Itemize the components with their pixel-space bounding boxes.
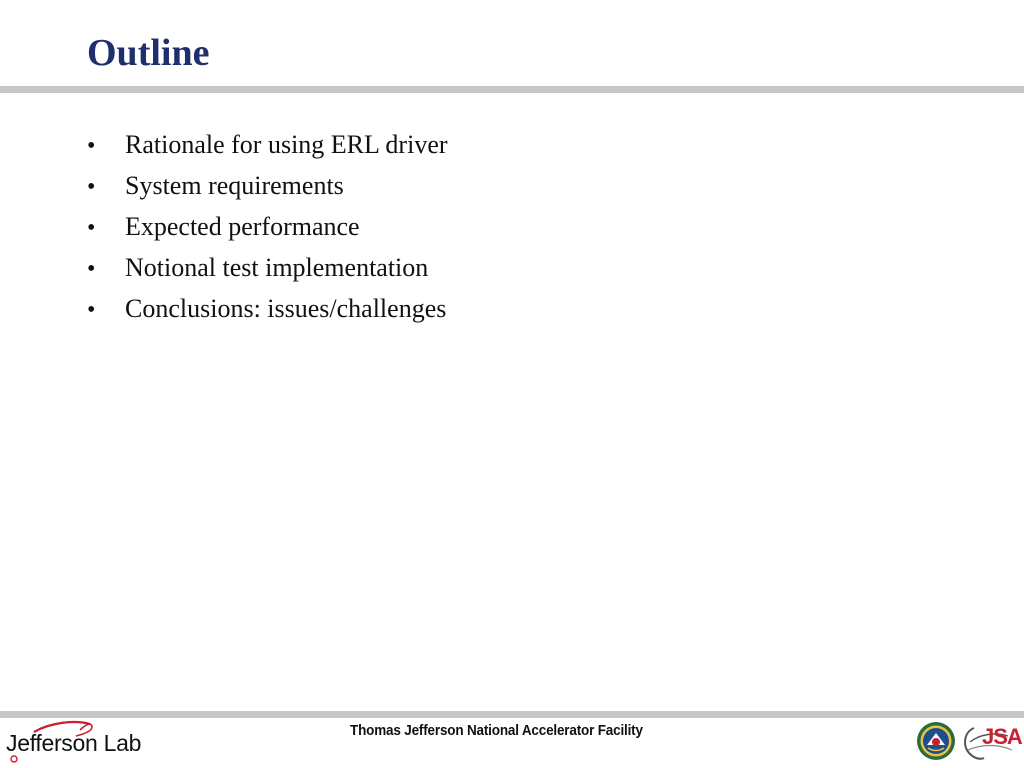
bullet-text: Notional test implementation [125, 253, 429, 282]
jefferson-lab-logo [6, 718, 166, 764]
jefferson-lab-wordmark: Jefferson Lab [6, 730, 142, 756]
bullet-marker: • [87, 256, 96, 282]
bullet-item [87, 206, 448, 247]
doe-seal-icon [916, 721, 956, 761]
bullet-item [87, 288, 448, 329]
jsa-logo [960, 720, 1022, 764]
bullet-text: Conclusions: issues/challenges [125, 294, 447, 323]
bullet-text: System requirements [125, 171, 344, 200]
bullet-marker: • [87, 174, 96, 200]
title-divider [0, 86, 1024, 93]
bullet-marker: • [87, 215, 96, 241]
bullet-item [87, 124, 448, 165]
slide-title: Outline [87, 32, 210, 74]
jsa-wordmark: JSA [982, 724, 1022, 749]
facility-name: Thomas Jefferson National Accelerator Facility [350, 722, 643, 739]
bullet-text: Expected performance [125, 212, 360, 241]
footer-divider [0, 711, 1024, 718]
bullet-marker: • [87, 297, 96, 323]
bullet-item [87, 165, 448, 206]
bullet-item [87, 247, 448, 288]
bullet-text: Rationale for using ERL driver [125, 130, 448, 159]
bullet-marker: • [87, 133, 96, 159]
bullet-list [87, 124, 448, 329]
